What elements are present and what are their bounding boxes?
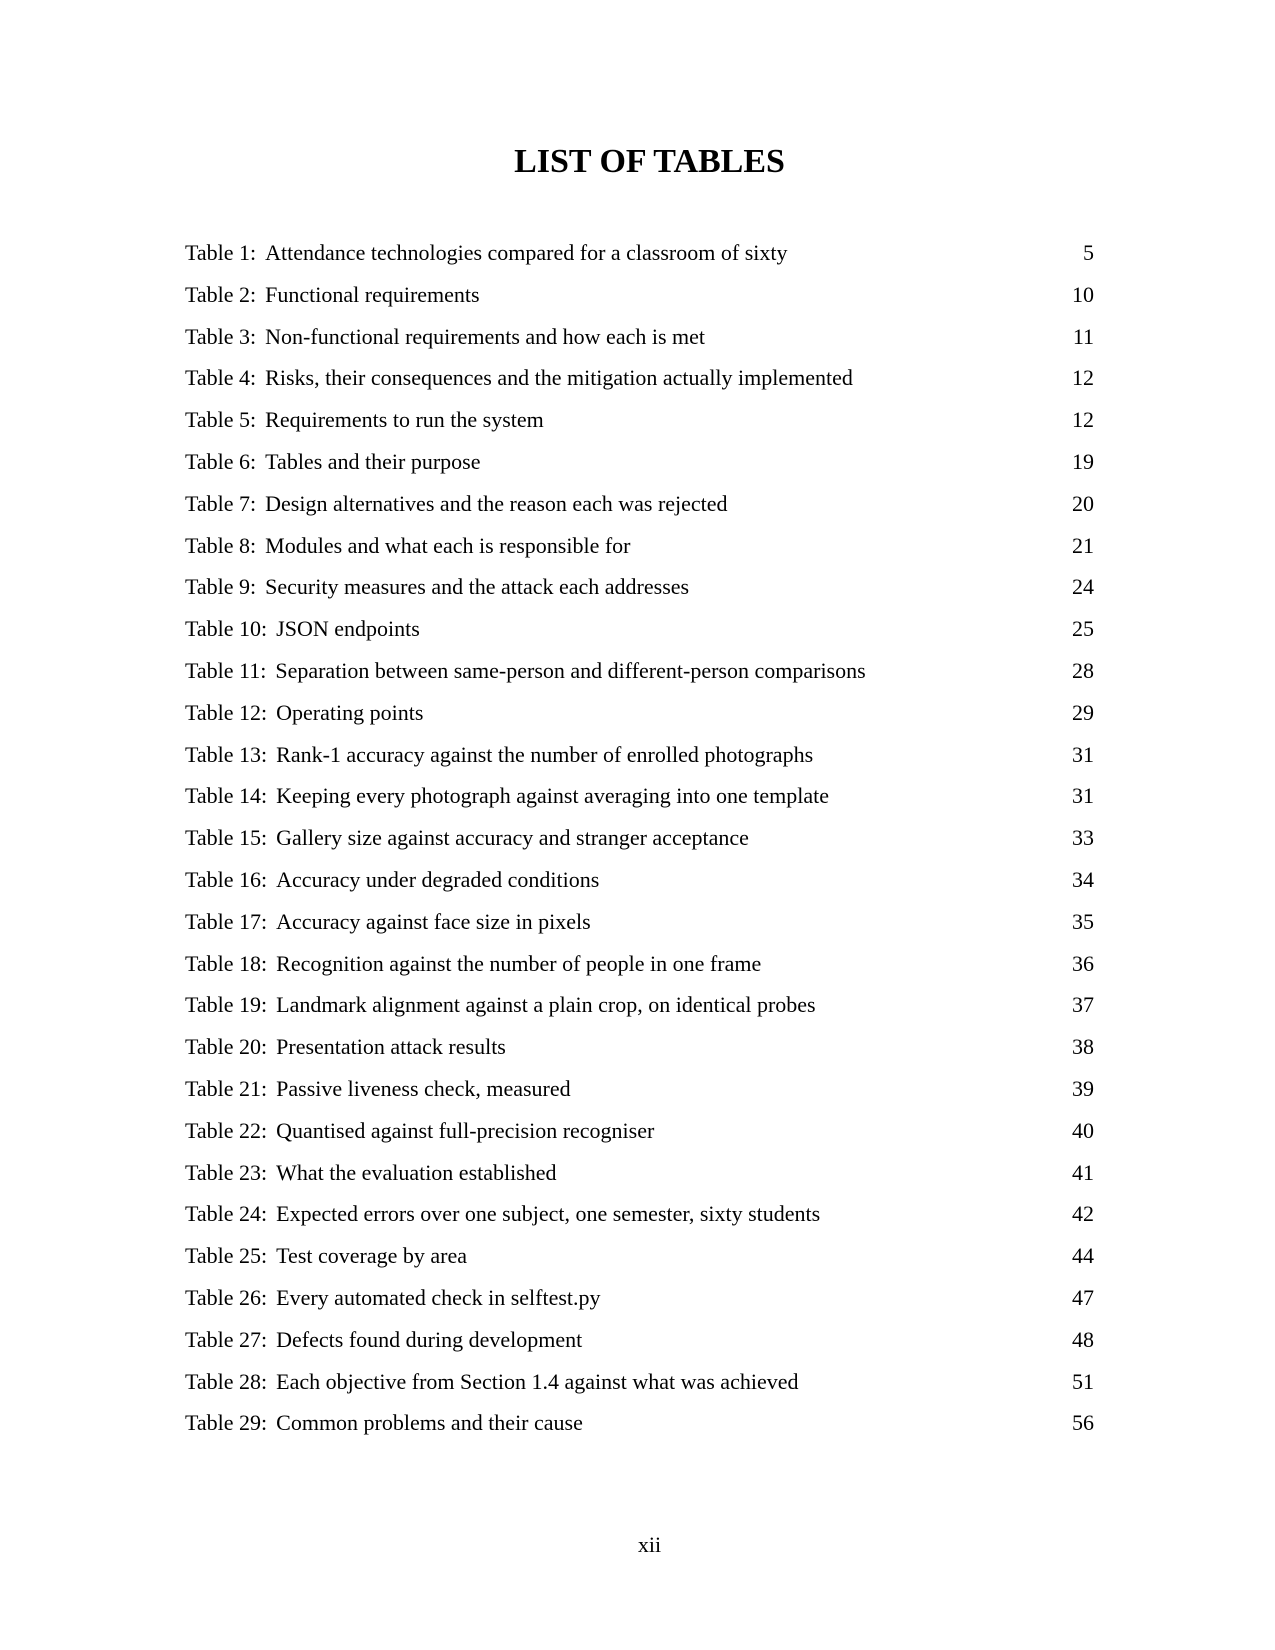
table-page-number: 40: [1072, 1117, 1094, 1143]
toc-entry-21[interactable]: [185, 1068, 1094, 1110]
table-label: Table 27:: [185, 1326, 268, 1352]
table-page-number: 29: [1072, 699, 1094, 725]
table-page-number: 5: [1083, 240, 1094, 265]
table-title: Requirements to run the system: [265, 407, 544, 433]
toc-entry-3[interactable]: [185, 316, 1094, 358]
toc-entry-7[interactable]: [185, 483, 1094, 525]
toc-entry-12[interactable]: [185, 692, 1094, 734]
toc-entry-27[interactable]: [185, 1319, 1094, 1361]
toc-entry-6[interactable]: [185, 441, 1094, 483]
table-label: Table 5:: [185, 407, 257, 433]
table-page-number: 44: [1072, 1243, 1094, 1269]
table-title: Every automated check in selftest.py: [276, 1284, 601, 1310]
table-label: Table 19:: [185, 992, 268, 1018]
table-label: Table 25:: [185, 1243, 268, 1269]
toc-entry-20[interactable]: [185, 1026, 1094, 1068]
table-label: Table 8:: [185, 532, 257, 558]
table-title: Security measures and the attack each addresses: [265, 574, 690, 600]
table-page-number: 21: [1072, 532, 1094, 558]
table-page-number: 36: [1072, 950, 1094, 976]
table-title: Non-functional requirements and how each is met: [265, 323, 706, 349]
table-label: Table 22:: [185, 1117, 268, 1143]
table-page-number: 31: [1072, 783, 1094, 809]
table-page-number: 12: [1072, 407, 1094, 433]
toc-entry-18[interactable]: [185, 943, 1094, 985]
table-title: Rank-1 accuracy against the number of enrolled photographs: [276, 741, 814, 767]
toc-entry-15[interactable]: [185, 817, 1094, 859]
toc-entry-28[interactable]: [185, 1361, 1094, 1403]
table-label: Table 15:: [185, 825, 268, 851]
table-page-number: 39: [1072, 1075, 1094, 1101]
table-title: Functional requirements: [265, 281, 480, 307]
toc-entry-25[interactable]: [185, 1235, 1094, 1277]
page-number: xii: [637, 1532, 662, 1557]
toc-entry-26[interactable]: [185, 1277, 1094, 1319]
table-label: Table 18:: [185, 950, 268, 976]
table-page-number: 37: [1072, 992, 1094, 1018]
table-title: Each objective from Section 1.4 against what was achieved: [276, 1368, 799, 1394]
toc-entry-24[interactable]: [185, 1193, 1094, 1235]
toc-entry-29[interactable]: [185, 1402, 1094, 1444]
toc-entry-4[interactable]: [185, 357, 1094, 399]
table-page-number: 24: [1072, 574, 1094, 600]
table-page-number: 47: [1072, 1284, 1094, 1310]
toc-entry-22[interactable]: [185, 1110, 1094, 1152]
toc-entry-1[interactable]: [185, 232, 1094, 274]
table-title: Test coverage by area: [276, 1243, 468, 1269]
toc-entry-23[interactable]: [185, 1152, 1094, 1194]
table-label: Table 14:: [185, 783, 268, 809]
table-page-number: 28: [1072, 657, 1094, 683]
table-label: Table 24:: [185, 1201, 268, 1227]
table-label: Table 10:: [185, 616, 268, 642]
table-label: Table 1:: [185, 240, 257, 265]
table-page-number: 33: [1072, 825, 1094, 851]
table-title: Attendance technologies compared for a classroom of sixty: [265, 240, 788, 265]
table-label: Table 11:: [185, 657, 267, 683]
table-label: Table 4:: [185, 365, 257, 391]
table-label: Table 16:: [185, 866, 268, 892]
table-title: Defects found during development: [276, 1326, 583, 1352]
table-page-number: 56: [1072, 1410, 1094, 1436]
table-title: Separation between same-person and different-person comparisons: [275, 657, 866, 683]
table-page-number: 20: [1072, 490, 1094, 516]
table-page-number: 35: [1072, 908, 1094, 934]
table-page-number: 48: [1072, 1326, 1094, 1352]
table-title: What the evaluation established: [276, 1159, 557, 1185]
table-title: Landmark alignment against a plain crop, on identical probes: [276, 992, 816, 1018]
table-label: Table 23:: [185, 1159, 268, 1185]
table-page-number: 38: [1072, 1034, 1094, 1060]
table-title: Operating points: [276, 699, 424, 725]
table-page-number: 11: [1072, 323, 1094, 349]
table-label: Table 9:: [185, 574, 257, 600]
table-title: Expected errors over one subject, one semester, sixty students: [276, 1201, 821, 1227]
table-label: Table 6:: [185, 448, 257, 474]
table-page-number: 34: [1072, 866, 1094, 892]
toc-entry-5[interactable]: [185, 399, 1094, 441]
table-label: Table 2:: [185, 281, 257, 307]
table-label: Table 12:: [185, 699, 268, 725]
table-page-number: 51: [1072, 1368, 1094, 1394]
page-title: LIST OF TABLES: [514, 143, 785, 180]
table-title: Keeping every photograph against averaging into one template: [276, 783, 830, 809]
table-label: Table 21:: [185, 1075, 268, 1101]
table-page-number: 12: [1072, 365, 1094, 391]
table-title: Modules and what each is responsible for: [265, 532, 631, 558]
table-label: Table 29:: [185, 1410, 268, 1436]
toc-entry-2[interactable]: [185, 274, 1094, 316]
table-label: Table 3:: [185, 323, 257, 349]
table-label: Table 20:: [185, 1034, 268, 1060]
table-page-number: 10: [1072, 281, 1094, 307]
table-page-number: 42: [1072, 1201, 1094, 1227]
toc-entry-9[interactable]: [185, 566, 1094, 608]
table-title: Accuracy under degraded conditions: [276, 866, 600, 892]
table-title: Accuracy against face size in pixels: [276, 908, 591, 934]
table-label: Table 26:: [185, 1284, 268, 1310]
table-title: Recognition against the number of people in one frame: [276, 950, 762, 976]
table-title: Quantised against full-precision recogniser: [276, 1117, 655, 1143]
table-page-number: 25: [1072, 616, 1094, 642]
toc-entry-19[interactable]: [185, 984, 1094, 1026]
toc-entry-10[interactable]: [185, 608, 1094, 650]
table-label: Table 17:: [185, 908, 268, 934]
list-of-tables: [185, 232, 1094, 1444]
table-title: Design alternatives and the reason each was rejected: [265, 490, 728, 516]
table-label: Table 28:: [185, 1368, 268, 1394]
table-title: Gallery size against accuracy and stranger acceptance: [276, 825, 749, 851]
toc-entry-8[interactable]: [185, 525, 1094, 567]
toc-entry-17[interactable]: [185, 901, 1094, 943]
table-title: Risks, their consequences and the mitigation actually implemented: [265, 365, 853, 391]
table-page-number: 41: [1072, 1159, 1094, 1185]
table-title: Presentation attack results: [276, 1034, 506, 1060]
toc-entry-16[interactable]: [185, 859, 1094, 901]
toc-entry-14[interactable]: [185, 775, 1094, 817]
toc-entry-11[interactable]: [185, 650, 1094, 692]
table-title: Common problems and their cause: [276, 1410, 583, 1436]
table-page-number: 19: [1072, 448, 1094, 474]
table-label: Table 7:: [185, 490, 257, 516]
toc-entry-13[interactable]: [185, 734, 1094, 776]
table-label: Table 13:: [185, 741, 268, 767]
table-title: Tables and their purpose: [265, 448, 481, 474]
table-page-number: 31: [1072, 741, 1094, 767]
table-title: JSON endpoints: [276, 616, 420, 642]
table-title: Passive liveness check, measured: [276, 1075, 571, 1101]
